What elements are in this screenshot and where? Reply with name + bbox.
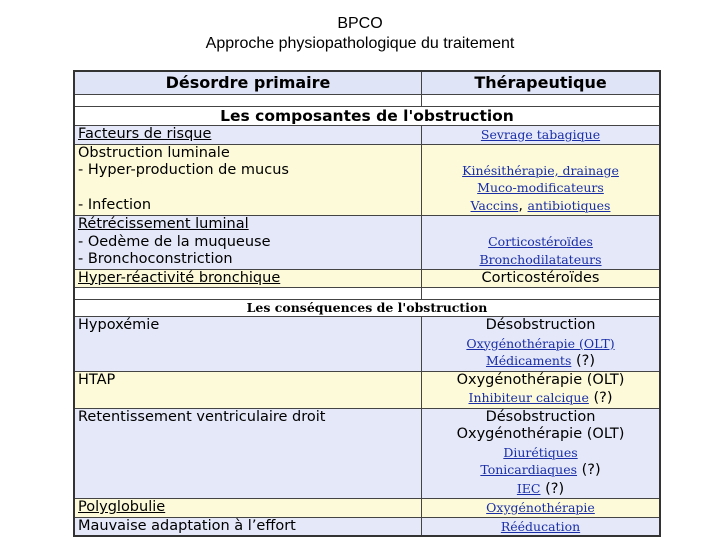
table-row — [74, 269, 660, 288]
table-row — [74, 317, 660, 372]
question-mark: (?) — [575, 353, 595, 369]
question-mark: (?) — [593, 390, 613, 406]
row-left-text: - Hyper-production de mucus — [78, 162, 289, 178]
header-primary-disorder: Désordre primaire — [74, 71, 422, 95]
row-left-text: Retentissement ventriculaire droit — [78, 408, 326, 425]
therapy-link[interactable]: IEC — [516, 480, 541, 496]
header-therapeutics: Thérapeutique — [422, 71, 661, 95]
therapy-link[interactable]: Médicaments — [485, 353, 572, 368]
row-left-text: HTAP — [78, 371, 116, 388]
table-row — [74, 126, 660, 145]
table-row — [74, 371, 660, 408]
table-row — [74, 499, 660, 518]
therapy-link[interactable]: Corticostéroïdes — [488, 234, 593, 249]
therapy-link[interactable]: Diurétiques — [503, 444, 578, 460]
section-components-label: Les composantes de l'obstruction — [74, 107, 660, 126]
row-left-text: Rétrécissement luminal — [78, 216, 249, 232]
blank-row — [74, 95, 660, 107]
row-left-text: - Infection — [78, 196, 152, 213]
page-title: BPCO — [337, 15, 383, 32]
therapy-link[interactable]: Muco-modificateurs — [477, 180, 604, 195]
therapy-link[interactable]: Vaccins — [470, 197, 519, 213]
row-left-text: Hyper-réactivité bronchique — [78, 269, 281, 286]
row-left-text: - Oedème de la muqueuse — [78, 233, 271, 250]
table-row — [74, 408, 660, 499]
section-consequences — [74, 300, 660, 317]
row-left-text: Mauvaise adaptation à l’effort — [78, 517, 296, 534]
blank-row — [74, 288, 660, 300]
therapy-link[interactable]: Kinésithérapie, drainage — [462, 162, 619, 178]
table-header-row — [74, 71, 660, 95]
title-block — [0, 14, 720, 54]
section-components — [74, 107, 660, 126]
therapy-text: Désobstruction — [485, 408, 596, 425]
row-left-text: Hypoxémie — [78, 317, 160, 333]
row-left-text: Polyglobulie — [78, 499, 166, 515]
therapy-link[interactable]: Oxygénothérapie — [486, 500, 595, 515]
question-mark: (?) — [545, 480, 565, 497]
table-row — [74, 216, 660, 270]
table-row — [74, 517, 660, 536]
therapy-text: Corticostéroïdes — [481, 269, 600, 286]
therapy-link[interactable]: Rééducation — [500, 518, 581, 534]
therapy-text: Désobstruction — [485, 317, 596, 333]
therapy-link[interactable]: Oxygénothérapie (OLT) — [466, 335, 615, 351]
table-row: Obstruction luminale - Hyper-production de mucus - Infection Kinésithérapie, drainage Muco-modificateurs Vaccins, antibiotiques — [74, 144, 660, 216]
therapy-text: Oxygénothérapie (OLT) — [456, 371, 625, 388]
therapy-text: Oxygénothérapie (OLT) — [456, 426, 625, 442]
row-left-text: Facteurs de risque — [78, 126, 212, 142]
therapy-link[interactable]: Tonicardiaques — [480, 462, 578, 477]
treatment-table — [73, 70, 661, 539]
therapy-link[interactable]: Inhibiteur calcique — [468, 390, 589, 405]
therapy-link[interactable]: antibiotiques — [527, 197, 611, 213]
therapy-link[interactable]: Sevrage tabagique — [480, 127, 601, 142]
row-left-text: Obstruction luminale — [78, 144, 230, 161]
page-subtitle: Approche physiopathologique du traitement — [205, 35, 515, 52]
therapy-link[interactable]: Bronchodilatateurs — [479, 251, 602, 267]
question-mark: (?) — [581, 462, 601, 478]
section-consequences-label: Les conséquences de l'obstruction — [74, 300, 660, 317]
row-left-text: - Bronchoconstriction — [78, 251, 233, 267]
